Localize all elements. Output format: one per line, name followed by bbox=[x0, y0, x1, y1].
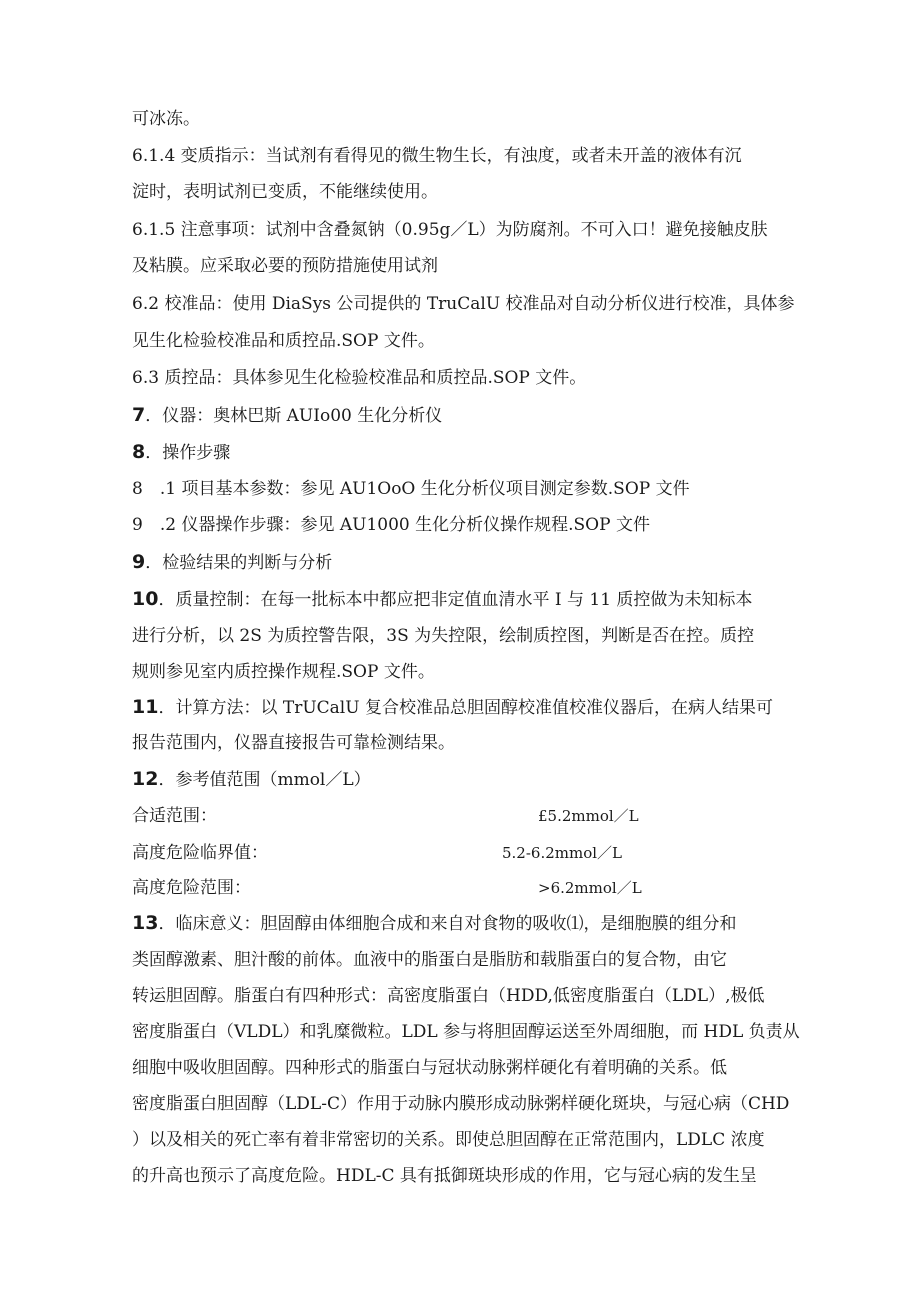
text-line: 密度脂蛋白（VLDL）和乳糜微粒。LDL 参与将胆固醇运送至外周细胞，而 HDL 负责从 bbox=[132, 1022, 800, 1042]
section-text: ．临床意义：胆固醇由体细胞合成和来自对食物的吸收⑴，是细胞膜的组分和 bbox=[158, 914, 737, 934]
text-line: 6.1.5 注意事项：试剂中含叠氮钠（0.95g／L）为防腐剂。不可入口！避免接触皮肤 bbox=[132, 220, 768, 240]
text-line: 见生化检验校准品和质控品.SOP 文件。 bbox=[132, 331, 435, 351]
text-line: 淀时，表明试剂已变质，不能继续使用。 bbox=[132, 182, 438, 202]
text-line: ）以及相关的死亡率有着非常密切的关系。即使总胆固醇在正常范围内，LDLC 浓度 bbox=[132, 1130, 765, 1150]
section-heading-10 bbox=[132, 589, 752, 610]
text-line: 及粘膜。应采取必要的预防措施使用试剂 bbox=[132, 256, 438, 276]
text-line: 密度脂蛋白胆固醇（LDL-C）作用于动脉内膜形成动脉粥样硬化斑块，与冠心病（CHD bbox=[132, 1094, 790, 1114]
ref-label: 高度危险临界值： bbox=[132, 843, 268, 863]
ref-label: 高度危险范围： bbox=[132, 878, 251, 898]
ref-value: £5.2mmol／L bbox=[538, 807, 639, 825]
text-line: 可冰冻。 bbox=[132, 109, 200, 129]
text-line: 6.3 质控品：具体参见生化检验校准品和质控品.SOP 文件。 bbox=[132, 368, 587, 388]
section-heading-11 bbox=[132, 697, 773, 718]
section-heading-13 bbox=[132, 913, 736, 934]
section-text: ．计算方法：以 TrUCalU 复合校准品总胆固醇校准值校准仪器后，在病人结果可 bbox=[158, 698, 773, 718]
section-heading-7 bbox=[132, 405, 442, 426]
section-text: ．质量控制：在每一批标本中都应把非定值血清水平 I 与 11 质控做为未知标本 bbox=[158, 590, 753, 610]
text-line: 细胞中吸收胆固醇。四种形式的脂蛋白与冠状动脉粥样硬化有着明确的关系。低 bbox=[132, 1058, 727, 1078]
ref-label: 合适范围： bbox=[132, 806, 217, 826]
section-number: 11 bbox=[132, 696, 159, 718]
ref-value: 5.2-6.2mmol／L bbox=[502, 844, 623, 862]
text-line: 的升高也预示了高度危险。HDL-C 具有抵御斑块形成的作用，它与冠心病的发生呈 bbox=[132, 1166, 757, 1186]
section-number: 10 bbox=[132, 588, 159, 610]
section-number: 9 bbox=[132, 551, 146, 573]
section-number: 7 bbox=[132, 404, 146, 426]
text-line: 9 .2 仪器操作步骤：参见 AU1000 生化分析仪操作规程.SOP 文件 bbox=[132, 515, 650, 535]
section-heading-8 bbox=[132, 442, 230, 463]
text-line: 规则参见室内质控操作规程.SOP 文件。 bbox=[132, 662, 435, 682]
section-title: ．参考值范围（mmol／L） bbox=[158, 770, 371, 790]
text-line: 6.2 校准品：使用 DiaSys 公司提供的 TruCalU 校准品对自动分析仪进行校准，具体参 bbox=[132, 294, 795, 314]
section-title: ．检验结果的判断与分析 bbox=[145, 553, 333, 573]
section-number: 12 bbox=[132, 768, 159, 790]
section-heading-12 bbox=[132, 769, 371, 790]
text-line: 6.1.4 变质指示：当试剂有看得见的微生物生长，有浊度，或者未开盖的液体有沉 bbox=[132, 146, 742, 166]
section-heading-9 bbox=[132, 552, 332, 573]
section-title: ．仪器：奥林巴斯 AUIo00 生化分析仪 bbox=[145, 406, 443, 426]
text-line: 转运胆固醇。脂蛋白有四种形式：高密度脂蛋白（HDD,低密度脂蛋白（LDL）,极低 bbox=[132, 986, 765, 1006]
section-number: 13 bbox=[132, 912, 159, 934]
text-line: 进行分析，以 2S 为质控警告限，3S 为失控限，绘制质控图，判断是否在控。质控 bbox=[132, 626, 755, 646]
section-title: ．操作步骤 bbox=[145, 443, 231, 463]
text-line: 8 .1 项目基本参数：参见 AU1OoO 生化分析仪项目测定参数.SOP 文件 bbox=[132, 479, 690, 499]
section-number: 8 bbox=[132, 441, 146, 463]
ref-value: >6.2mmol／L bbox=[538, 879, 642, 897]
text-line: 报告范围内，仪器直接报告可靠检测结果。 bbox=[132, 733, 455, 753]
text-line: 类固醇激素、胆汁酸的前体。血液中的脂蛋白是脂肪和载脂蛋白的复合物，由它 bbox=[132, 950, 727, 970]
